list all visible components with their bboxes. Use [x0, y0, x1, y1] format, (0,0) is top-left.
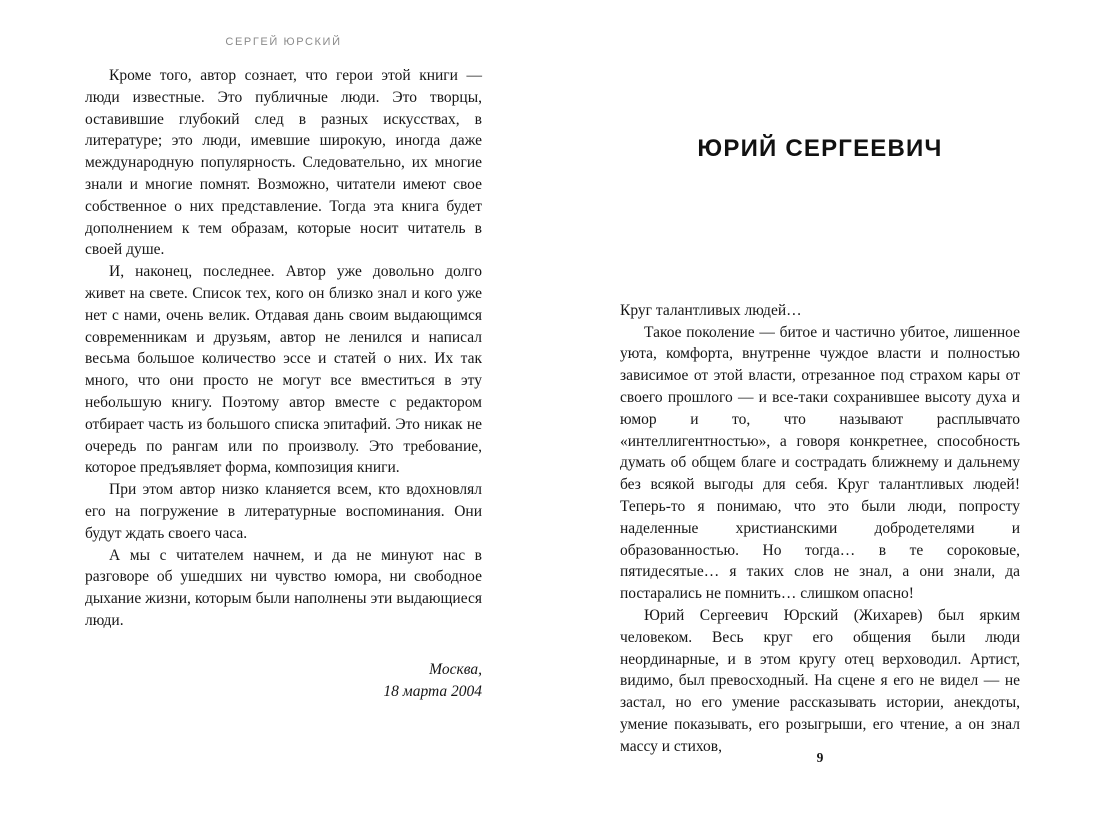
paragraph: При этом автор низко кланяется всем, кто вдохновлял его на погружение в литературные воспоминания. Они будут ждать своего часа.: [85, 481, 482, 542]
dateline-place: Москва,: [429, 660, 482, 678]
paragraph: И, наконец, последнее. Автор уже довольно долго живет на свете. Список тех, кого он близко знал и кого уже нет с нами, очень велик. Отдавая дань своим выдающимся современникам и друзьям, автор не ленился и написал весьма большое количество эссе и статей о них. Их так много, что они просто не могут все вместиться в эту небольшую книгу. Поэтому автор вместе с редактором отбирает часть из большого списка эпитафий. Это никак не очередь по рангам или по произволу. Это требование, которое предъявляет форма, композиция книги.: [85, 263, 482, 477]
left-page-body: [85, 65, 482, 632]
left-page: [85, 36, 482, 702]
paragraph: А мы с читателем начнем, и да не минуют нас в разговоре об ушедших ни чувство юмора, ни свободное дыхание жизни, которым были наполнены эти выдающиеся люди.: [85, 546, 482, 629]
dateline: [85, 659, 482, 703]
page-number: 9: [816, 750, 824, 765]
chapter-title: ЮРИЙ СЕРГЕЕВИЧ: [697, 135, 943, 162]
opening-line: Круг талантливых людей…: [620, 301, 802, 319]
dateline-date: 18 марта 2004: [383, 682, 482, 700]
running-header: СЕРГЕЙ ЮРСКИЙ: [225, 36, 342, 48]
paragraph: Такое поколение — битое и частично убитое, лишенное уюта, комфорта, внутренне чуждое власти и полностью зависимое от этой власти, отрезанное под страхом кары от своего прошлого — и все-таки сохранившее высоту духа и юмор и то, что называют расплывчато «интеллигентностью», а говоря конкретнее, способность думать об общем благе и сострадать ближнему и дальнему без всякой выгоды для себя. Круг талантливых людей! Теперь-то я понимаю, что это были люди, попросту наделенные христианскими добродетелями и образованностью. Но тогда… в те сороковые, пятидесятые… я таких слов не знал, а они знали, да постарались не помнить… слишком опасно!: [620, 323, 1020, 603]
paragraph: Кроме того, автор сознает, что герои этой книги — люди известные. Это публичные люди. Это творцы, оставившие глубокий след в разных искусствах, в литературе; это люди, имевшие широкую, иногда даже международную популярность. Следовательно, их многие знали и многие помнят. Возможно, читатели имеют свое собственное о них представление. Тогда эта книга будет дополнением к тем образам, которые носит читатель в своей душе.: [85, 67, 482, 259]
right-page-body: [620, 300, 1020, 758]
paragraph: Юрий Сергеевич Юрский (Жихарев) был ярким человеком. Весь круг его общения были люди неординарные, и в этом кругу отец верховодил. Артист, видимо, был превосходный. На сцене я его не видел — не застал, но его умение рассказывать истории, анекдоты, умение показывать, его розыгрыши, его чтение, а он знал массу и стихов,: [620, 606, 1020, 755]
right-page: [620, 135, 1020, 758]
